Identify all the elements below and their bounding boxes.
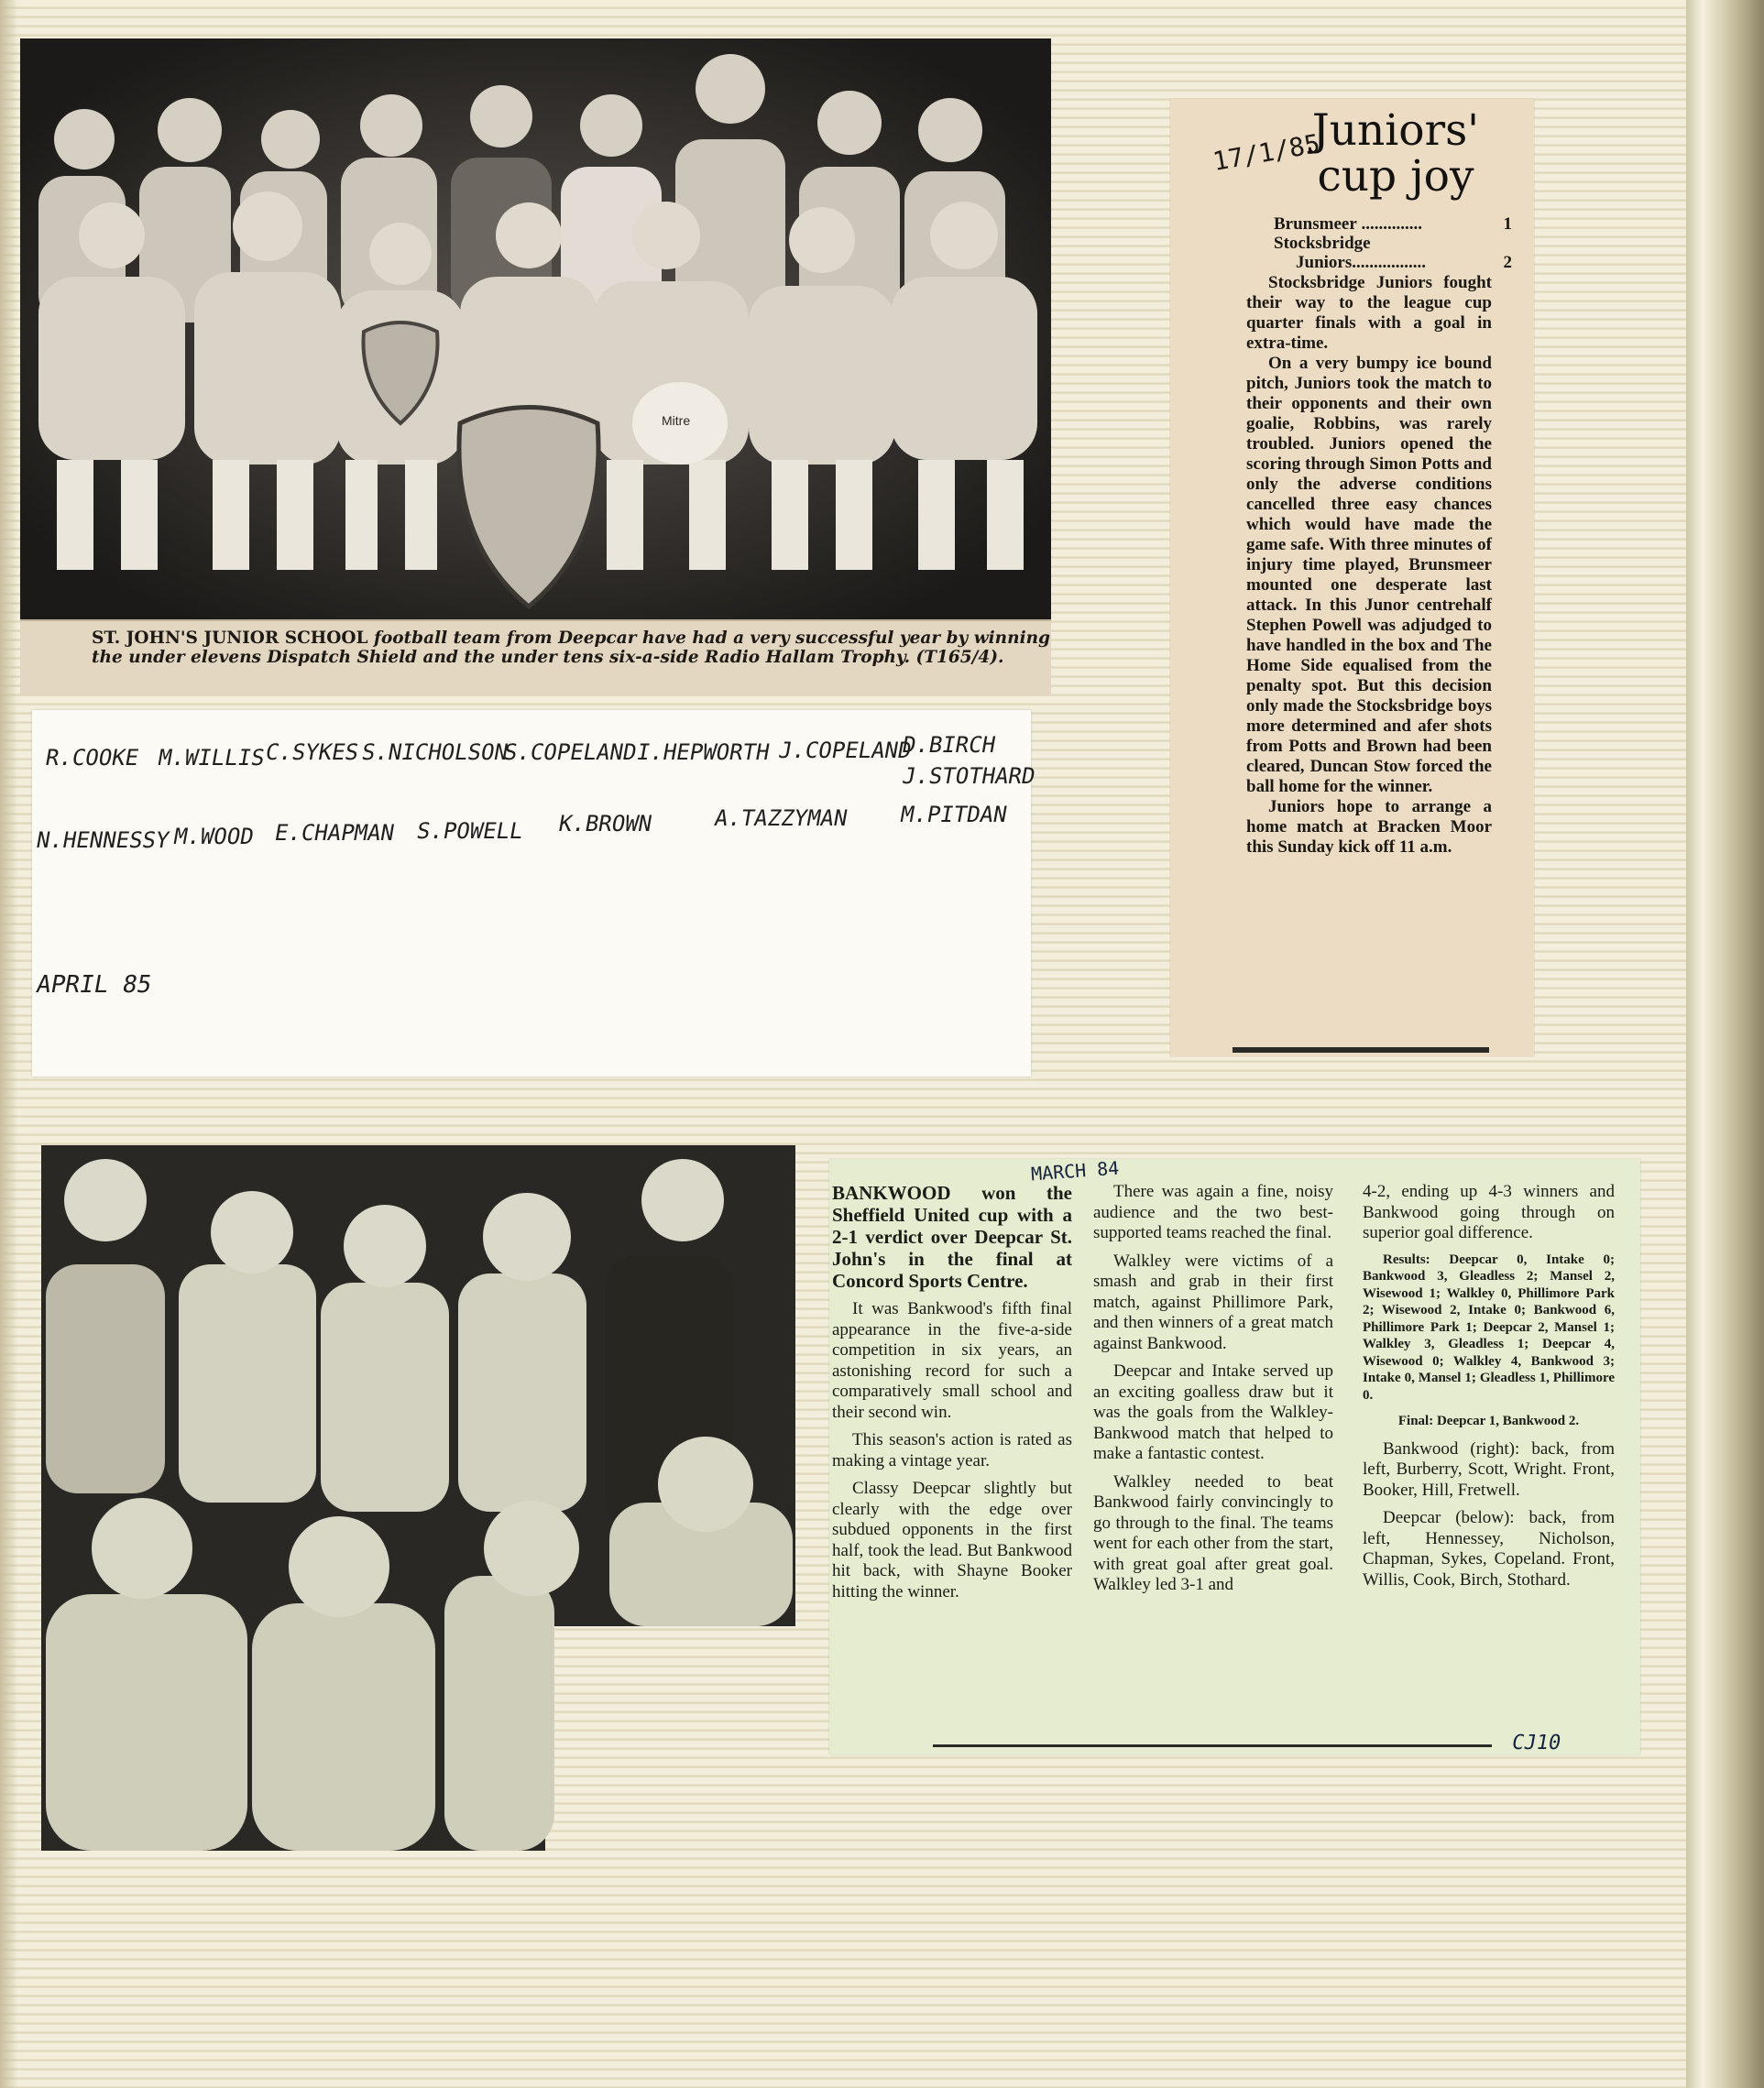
final-score: Final: Deepcar 1, Bankwood 2. <box>1397 1414 1580 1428</box>
score-block <box>1274 214 1512 272</box>
photo-caption-st-johns <box>20 619 1051 696</box>
caption-body: football team from Deepcar have had a very successful year by winning the under elevens Dispatch Shield and the under tens six-a-side Radio Hallam Trophy. (T165/4). <box>92 629 1050 667</box>
headline-line: cup joy <box>1317 151 1474 202</box>
hw-name: S.POWELL <box>414 818 526 844</box>
score-team: Juniors <box>1296 253 1353 272</box>
hw-name: M.WOOD <box>171 824 257 849</box>
score-team: Stocksbridge <box>1274 234 1371 253</box>
hw-name: J.COPELAND <box>776 738 914 763</box>
article-column-2 <box>1093 1182 1333 1603</box>
handwritten-tag: CJ10 <box>1509 1732 1563 1755</box>
score-value: 2 <box>1503 253 1512 272</box>
hw-name: J.STOTHARD <box>900 763 1037 789</box>
article-headline <box>1267 105 1524 202</box>
article-paragraph: Juniors hope to arrange a home match at Bracken Moor this Sunday kick off 11 a.m. <box>1246 797 1492 857</box>
article-rule <box>933 1744 1492 1747</box>
article-paragraph: Classy Deepcar slightly but clearly with the edge over subdued opponents in the first half, took the lead. But Bankwood hit back, with Shayne Booker hitting the winner. <box>832 1479 1072 1602</box>
article-paragraph: 4-2, ending up 4-3 winners and Bankwood going through on superior goal difference. <box>1363 1182 1615 1242</box>
article-rule <box>1233 1047 1489 1053</box>
team-photo-st-johns <box>20 38 1051 621</box>
caption-lead: ST. JOHN'S JUNIOR SCHOOL <box>92 629 368 648</box>
hw-name: A.TAZZYMAN <box>712 805 849 831</box>
hw-name: I.HEPWORTH <box>634 739 772 765</box>
headline-line: Juniors' <box>1311 105 1480 156</box>
hw-name: E.CHAPMAN <box>272 820 397 846</box>
score-team: Brunsmeer <box>1274 214 1357 234</box>
article-paragraph: On a very bumpy ice bound pitch, Juniors took the match to their opponents and their own goalie, Robbins, was rarely troubled. Juniors opened the scoring through Simon Potts and only the adverse conditions cancelled three easy chances which would have made the game safe. With three minutes of injury time played, Brunsmeer mounted one desperate last attack. In this Junor centrehalf Stephen Powell was adjudged to have handled in the box and The Home Side equalised from the penalty spot. But this decision only made the Stocksbridge boys more determined and afer shots from Potts and Brown had been cleared, Duncan Stow forced the ball home for the winner. <box>1246 354 1492 796</box>
hw-name: N.HENNESSY <box>34 827 171 853</box>
article-paragraph: It was Bankwood's fifth final appearance in the five-a-side competition in six years, an astonishing record for such a comparatively small school and their second win. <box>832 1299 1072 1422</box>
album-page-edge <box>1686 0 1764 2088</box>
article-date-handwritten: MARCH 84 <box>1030 1156 1121 1186</box>
results-list: Results: Deepcar 0, Intake 0; Bankwood 3, Gleadless 2; Mansel 2, Wisewood 1; Walkley 0, Phillimore Park 2; Wisewood 2, Intake 0; Bankwood 6, Phillimore Park 1; Deepcar 2, Mansel 1; Walkley 3, Gleadless 1; Deepcar 4, Wisewood 0; Walkley 4, Bankwood 3; Intake 0, Mansel 1; Gleadless 1, Phillimore 0. <box>1363 1252 1615 1403</box>
article-paragraph: Deepcar (below): back, from left, Hennessey, Nicholson, Chapman, Sykes, Copeland. Front, Willis, Cook, Birch, Stothard. <box>1363 1508 1615 1590</box>
page-shadow <box>0 0 18 2088</box>
article-column-1 <box>832 1182 1072 1610</box>
hw-name: K.BROWN <box>556 811 654 836</box>
article-column-3 <box>1363 1182 1615 1598</box>
score-row: Brunsmeer .............. 1 <box>1274 214 1512 234</box>
ball-label: Mitre <box>662 413 691 428</box>
article-date-handwritten: 17/1/85 <box>1211 128 1322 177</box>
hw-name: C.SYKES <box>263 739 361 765</box>
hw-name: R.COOKE <box>43 745 141 771</box>
handwritten-names-card <box>32 710 1037 1077</box>
article-paragraph: Deepcar and Intake served up an exciting goalless draw but it was the goals from the Walkley-Bankwood match that helped to make a fantastic contest. <box>1093 1361 1333 1463</box>
article-paragraph: Walkley needed to beat Bankwood fairly convincingly to go through to the final. The teams went for each other from the start, with great goal after great goal. Walkley led 3-1 and <box>1093 1471 1333 1594</box>
team-photo-deepcar <box>41 1145 795 1851</box>
hw-name: M.PITDAN <box>898 802 1010 827</box>
article-lead: BANKWOOD won the Sheffield United cup with a 2-1 verdict over Deepcar St. John's in the final at Concord Sports Centre. <box>832 1182 1072 1292</box>
score-row: Juniors ................. 2 <box>1274 253 1512 272</box>
article-paragraph: This season's action is rated as making a vintage year. <box>832 1430 1072 1470</box>
score-value: 1 <box>1503 214 1512 234</box>
hw-name: M.WILLIS <box>156 745 268 771</box>
hw-date: APRIL 85 <box>34 971 154 999</box>
article-paragraph: Walkley were victims of a smash and grab in their first match, against Phillimore Park, and then winners of a great match against Bankwood. <box>1093 1251 1333 1353</box>
hw-name: S.COPELAND <box>501 739 639 765</box>
hw-name: D.BIRCH <box>900 732 998 758</box>
article-body <box>1246 273 1492 858</box>
hw-name: S.NICHOLSON <box>359 739 510 765</box>
article-paragraph: Stocksbridge Juniors fought their way to the league cup quarter finals with a goal in extra-time. <box>1246 273 1492 353</box>
article-paragraph: There was again a fine, noisy audience and the two best-supported teams reached the final. <box>1093 1182 1333 1242</box>
article-paragraph: Bankwood (right): back, from left, Burberry, Scott, Wright. Front, Booker, Hill, Fretwell. <box>1363 1438 1615 1500</box>
